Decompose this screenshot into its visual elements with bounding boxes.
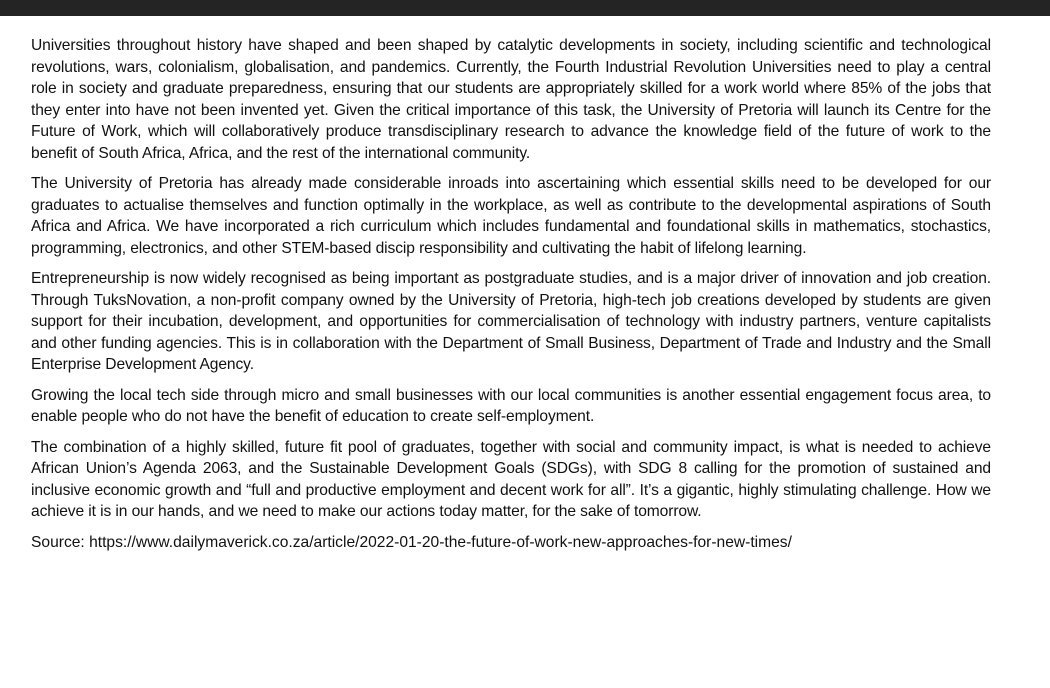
article-body <box>31 35 991 553</box>
paragraph-4: Growing the local tech side through micro and small businesses with our local communities is another essential engagement focus area, to enable people who do not have the benefit of education to create self-employment. <box>31 386 991 425</box>
top-bar <box>0 0 1050 16</box>
paragraph-2: The University of Pretoria has already made considerable inroads into ascertaining which essential skills need to be developed for our graduates to actualise themselves and function optimally in the workplace, as well as contribute to the developmental aspirations of South Africa and Africa. We have incorporated a rich curriculum which includes fundamental and foundational skills in mathematics, stochastics, programming, electronics, and other STEM-based discip responsibility and cultivating the habit of lifelong learning. <box>31 175 991 257</box>
source-line: Source: https://www.dailymaverick.co.za/article/2022-01-20-the-future-of-work-new-approaches-for-new-times/ <box>31 533 792 551</box>
paragraph-5: The combination of a highly skilled, future fit pool of graduates, together with social and community impact, is what is needed to achieve African Union’s Agenda 2063, and the Sustainable Development Goals (SDGs), with SDG 8 calling for the promotion of sustained and inclusive economic growth and “full and productive employment and decent work for all”. It’s a gigantic, highly stimulating challenge. How we achieve it is in our hands, and we need to make our actions today matter, for the sake of tomorrow. <box>31 438 991 520</box>
paragraph-1: Universities throughout history have shaped and been shaped by catalytic developments in society, including scientific and technological revolutions, wars, colonialism, globalisation, and pandemics. Currently, the Fourth Industrial Revolution Universities need to play a central role in society and graduate preparedness, ensuring that our students are appropriately skilled for a work world where 85% of the jobs that they enter into have not been invented yet. Given the critical importance of this task, the University of Pretoria will launch its Centre for the Future of Work, which will collaboratively produce transdisciplinary research to advance the knowledge field of the future of work to the benefit of South Africa, Africa, and the rest of the international community. <box>31 37 991 162</box>
paragraph-3: Entrepreneurship is now widely recognised as being important as postgraduate studies, and is a major driver of innovation and job creation. Through TuksNovation, a non-profit company owned by the University of Pretoria, high-tech job creations developed by students are given support for their incubation, development, and opportunities for commercialisation of technology with industry partners, venture capitalists and other funding agencies. This is in collaboration with the Department of Small Business, Department of Trade and Industry and the Small Enterprise Development Agency. <box>31 270 991 373</box>
